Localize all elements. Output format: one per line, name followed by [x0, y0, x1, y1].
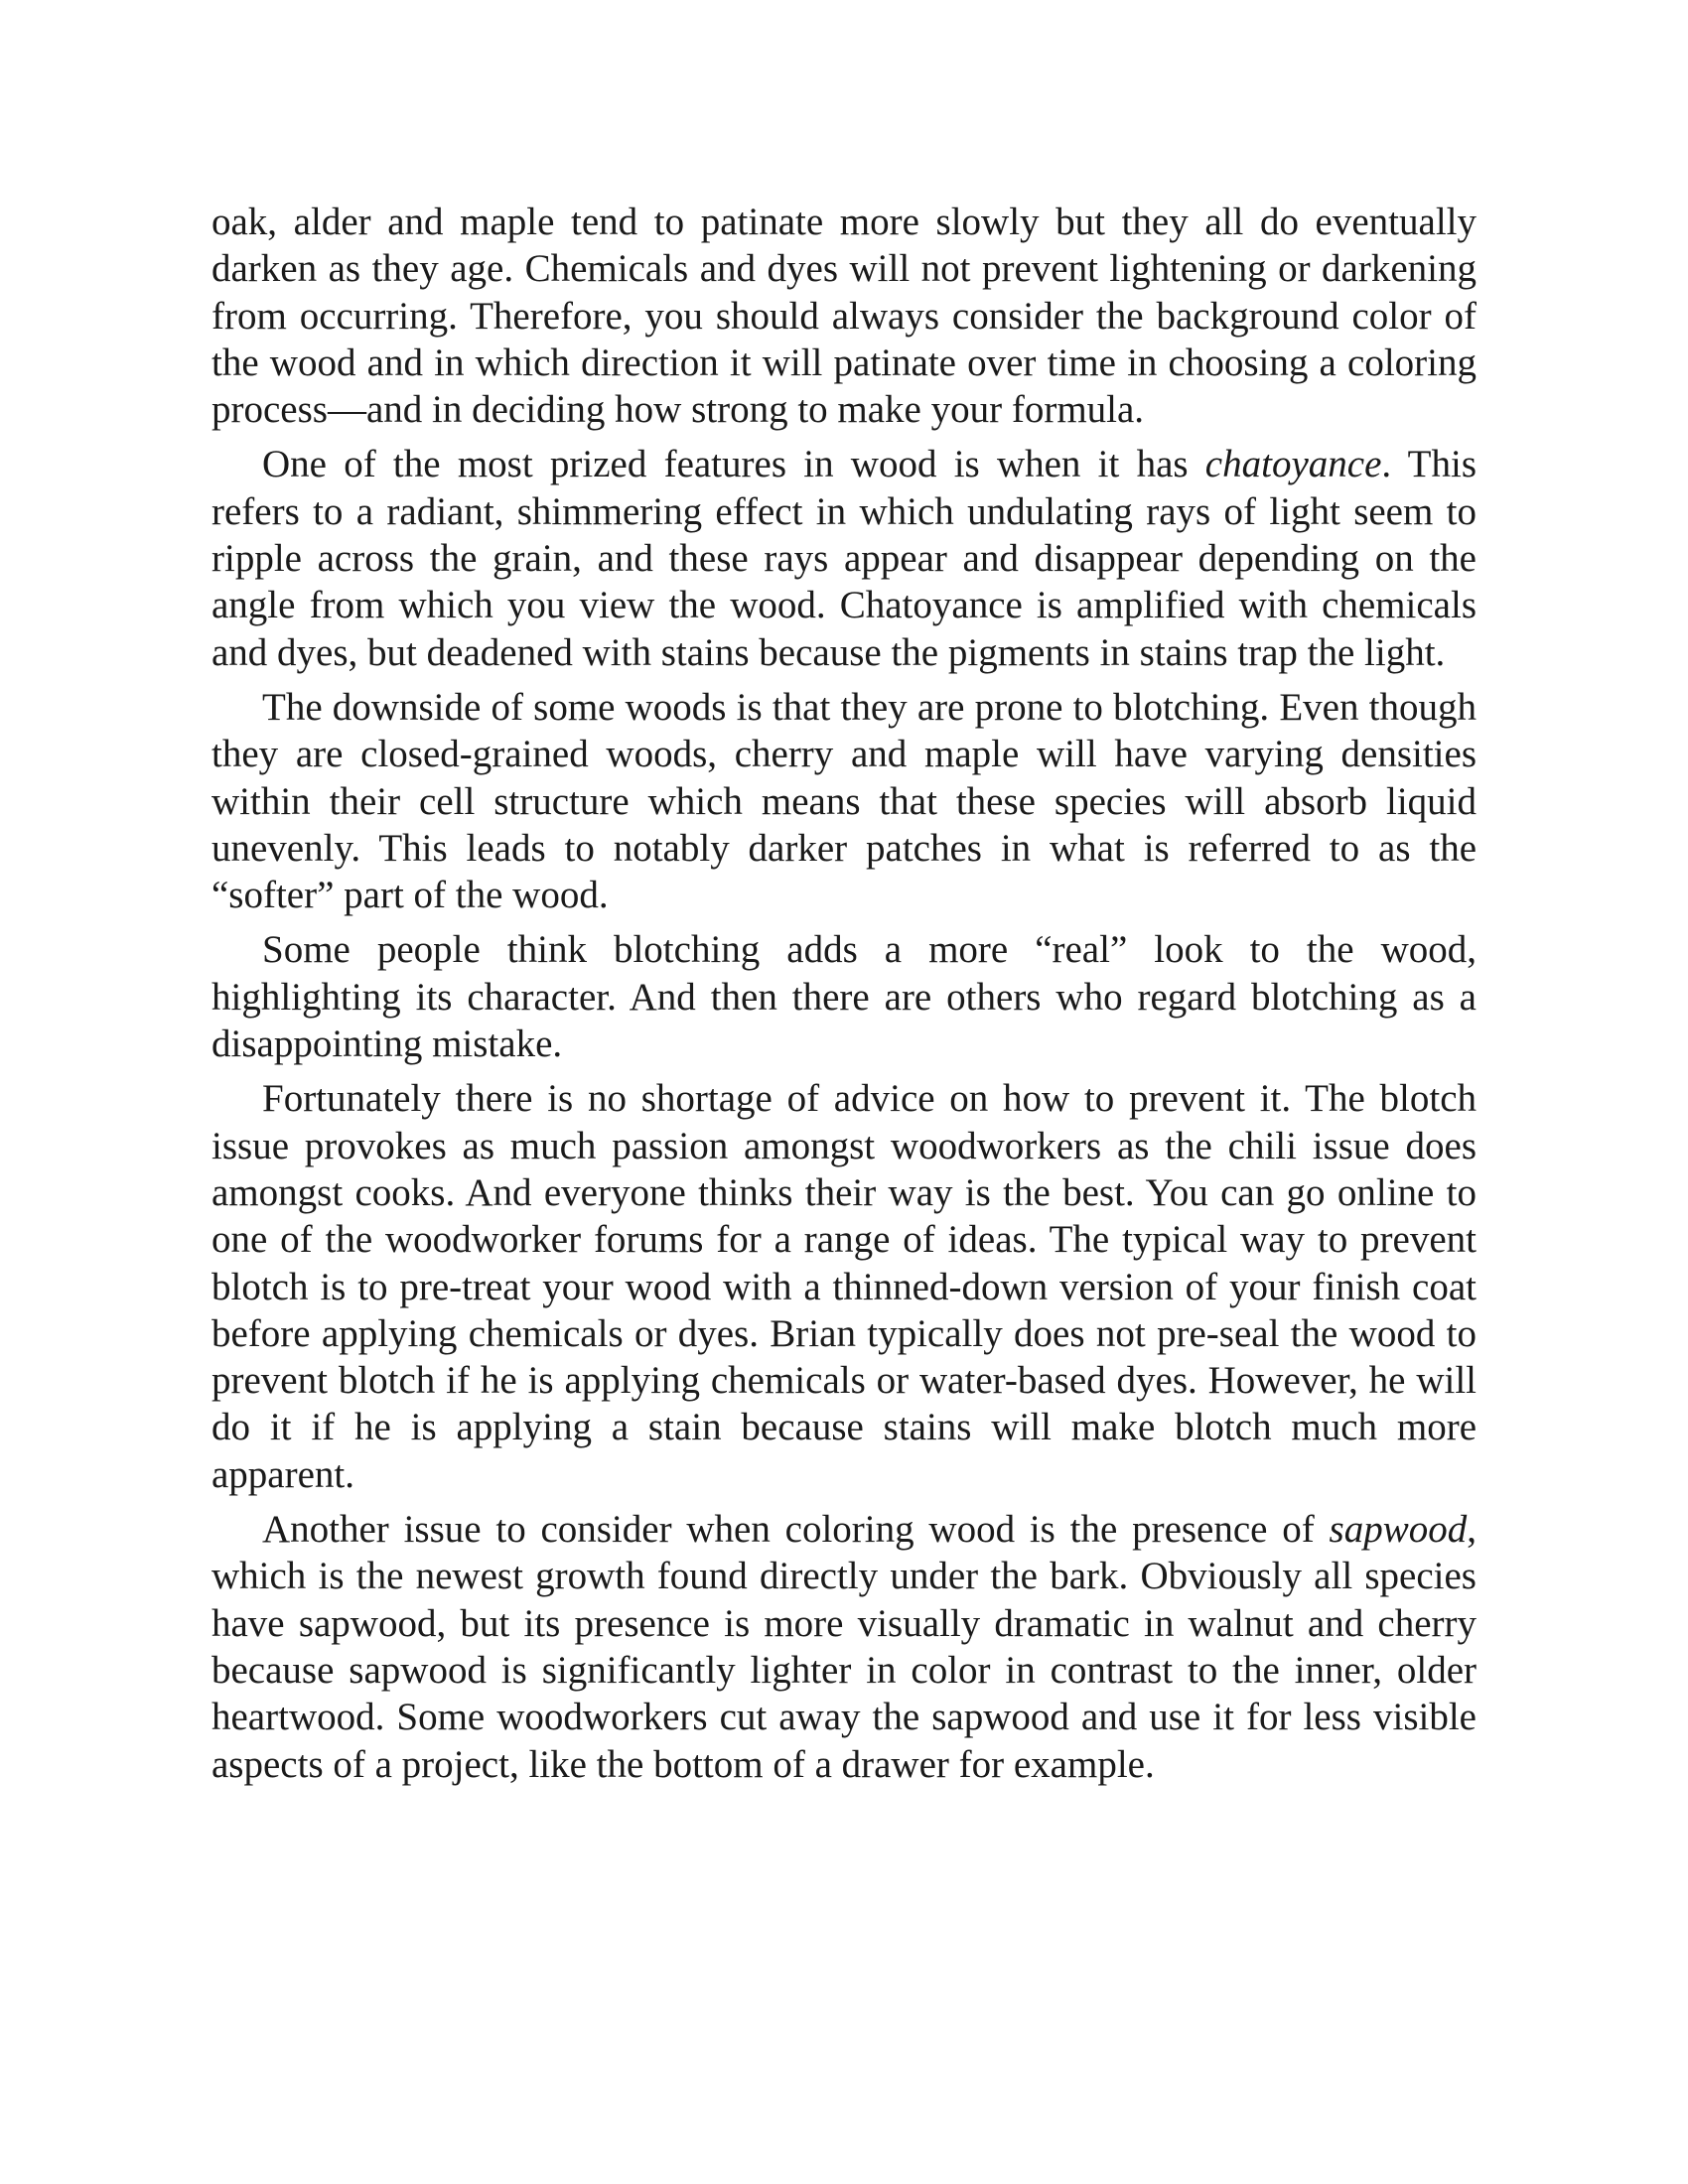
paragraph-blotch-prevention	[211, 1075, 1477, 1498]
paragraph-text: Another issue to consider when coloring wood is the presence of	[262, 1508, 1330, 1552]
paragraph-chatoyance	[211, 441, 1477, 675]
paragraph-text: One of the most prized features in wood is when it has	[262, 443, 1205, 486]
paragraph-text: The downside of some woods is that they are prone to blotching. Even though they are closed-grained woods, cherry and maple will have varying densities within their cell structure which means that these species will absorb liquid unevenly. This leads to notably darker patches in what is referred to as the “softer” part of the wood.	[211, 685, 1477, 917]
paragraph-text: Some people think blotching adds a more “real” look to the wood, highlighting its character. And then there are others who regard blotching as a disappointing mistake.	[211, 928, 1477, 1066]
paragraph-blotching-opinions	[211, 926, 1477, 1067]
paragraph-text: . This refers to a radiant, shimmering effect in which undulating rays of light seem to ripple across the grain, and these rays appear and disappear depending on the angle from which you view the wood. Chatoyance is amplified with chemicals and dyes, but deadened with stains because the pigments in stains trap the light.	[211, 443, 1477, 674]
paragraph-text: Fortunately there is no shortage of advice on how to prevent it. The blotch issue provokes as much passion amongst woodworkers as the chili issue does amongst cooks. And everyone thinks their way is the best. You can go online to one of the woodworker forums for a range of ideas. The typical way to prevent blotch is to pre-treat your wood with a thinned-down version of your finish coat before applying chemicals or dyes. Brian typically does not pre-seal the wood to prevent blotch if he is applying chemicals or water-based dyes. However, he will do it if he is applying a stain because stains will make blotch much more apparent.	[211, 1077, 1477, 1496]
page-body	[211, 199, 1477, 1796]
paragraph-patina	[211, 199, 1477, 433]
paragraph-blotching	[211, 684, 1477, 918]
term-sapwood: sapwood	[1329, 1508, 1468, 1552]
paragraph-text: , which is the newest growth found directly under the bark. Obviously all species have sapwood, but its presence is more visually dramatic in walnut and cherry because sapwood is significantly lighter in color in contrast to the inner, older heartwood. Some woodworkers cut away the sapwood and use it for less visible aspects of a project, like the bottom of a drawer for example.	[211, 1508, 1477, 1786]
paragraph-sapwood	[211, 1506, 1477, 1788]
paragraph-text: oak, alder and maple tend to patinate more slowly but they all do eventually darken as they age. Chemicals and dyes will not prevent lightening or darkening from occurring. Therefore, you should always consider the background color of the wood and in which direction it will patinate over time in choosing a coloring process—and in deciding how strong to make your formula.	[211, 201, 1477, 432]
term-chatoyance: chatoyance	[1204, 443, 1382, 486]
